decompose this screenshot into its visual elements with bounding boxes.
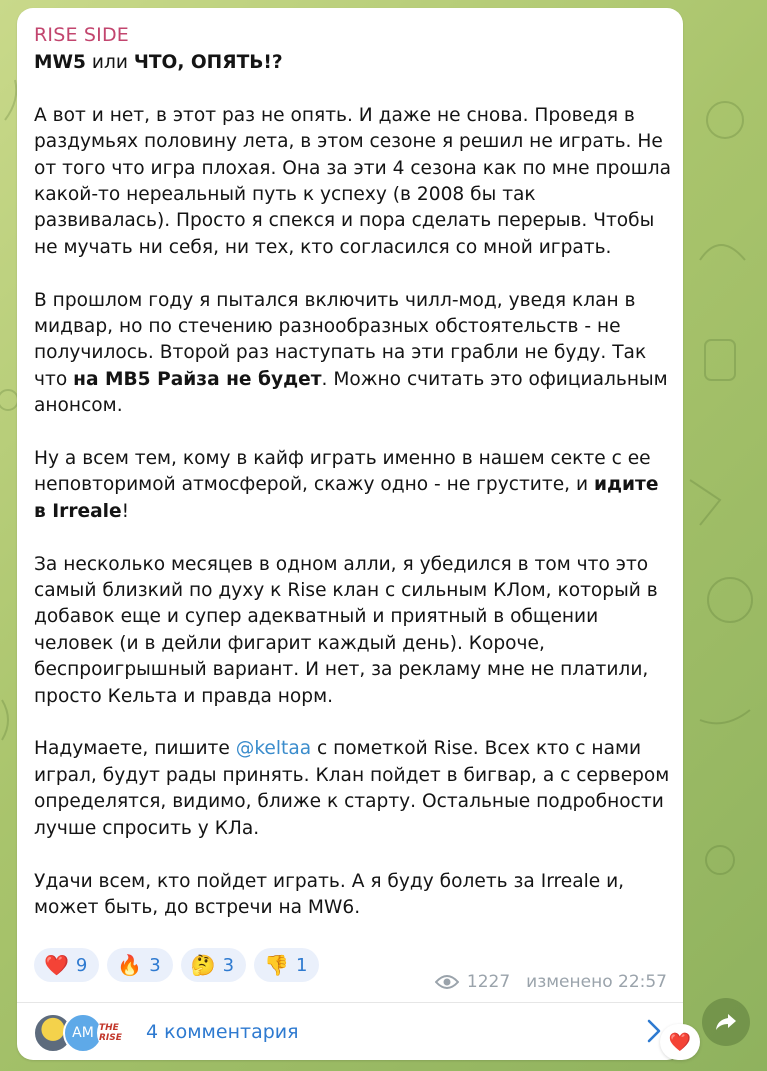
views-count: 1227 — [466, 972, 511, 992]
paragraph-2-text-c: . Можно считать это официальным анонсом. — [34, 368, 668, 417]
reaction-count: 3 — [149, 954, 161, 976]
reaction-heart[interactable] — [34, 948, 99, 982]
paragraph-5 — [34, 736, 674, 842]
comments-label[interactable]: 4 комментария — [146, 1021, 299, 1043]
paragraph-3-text-c: ! — [121, 500, 130, 522]
reactions-bar — [34, 948, 319, 982]
paragraph-3-text-a: Ну а всем тем, кому в кайф играть именно в нашем секте с ее неповторимой атмосферой, скажу одно - не грустите, и — [34, 448, 651, 496]
heart-icon: ❤️ — [44, 953, 69, 977]
reaction-thumbs-down[interactable] — [254, 948, 319, 982]
reaction-fire[interactable] — [107, 948, 172, 982]
thumbs-down-icon: 👎 — [264, 953, 289, 977]
edited-time: изменено 22:57 — [526, 972, 667, 992]
share-button[interactable] — [702, 998, 750, 1046]
paragraph-4: За несколько месяцев в одном алли, я убедился в том что это самый близкий по духу к Rise клан с сильным КЛом, который в добавок еще и супер адекватный и приятный в общении человек (и в дейли фигарит каждый день). Короче, беспроигрышный вариант. И нет, за рекламу мне не платили, просто Кельта и правда норм. — [34, 553, 658, 707]
post-meta — [435, 972, 667, 992]
channel-post-bubble — [17, 8, 683, 1060]
paragraph-2-bold: на МВ5 Райза не будет — [73, 368, 322, 390]
title-part-or: или — [85, 52, 134, 73]
paragraph-3-bold: идите в Irreale — [34, 474, 659, 522]
paragraph-6: Удачи всем, кто пойдет играть. А я буду болеть за Irreale и, может быть, до встречи на MW6. — [34, 870, 625, 918]
reaction-thinking[interactable] — [181, 948, 246, 982]
paragraph-5-text-b: с пометкой Rise. Всех кто с нами играл, будут рады принять. Клан пойдет в бигвар, а с сервером определятся, видимо, ближе к старту. Остальные подробности лучше спросить у КЛа. — [34, 738, 670, 839]
avatar-logo: THE RISE — [97, 1013, 137, 1053]
paragraph-5-text-a: Надумаете, пишите — [34, 738, 236, 760]
heart-icon: ❤️ — [668, 1031, 692, 1053]
title-part-mw5: MW5 — [34, 52, 86, 73]
reaction-count: 3 — [222, 954, 235, 976]
mention-link[interactable]: @keltaa — [235, 738, 312, 760]
reaction-count: 9 — [75, 954, 88, 976]
commenter-avatars — [33, 1013, 143, 1051]
title-part-again: ЧТО, ОПЯТЬ!? — [133, 52, 283, 73]
paragraph-2-text-a: В прошлом году я пытался включить чилл-мод, уведя клан в мидвар, но по стечению разнообразных обстоятельств - не получилось. Второй раз наступать на эти грабли не буду. Так что — [34, 289, 647, 390]
paragraph-1: А вот и нет, в этот раз не опять. И даже не снова. Проведя в раздумьях половину лета, в этом сезоне я решил не играть. Не от того что игра плохая. Она за эти 4 сезона как по мне прошла какой-то нереальный путь к успеху (в 2008 бы так развивалась). Просто я спекся и пора сделать перерыв. Чтобы не мучать ни себя, ни тех, кто согласился со мной играть. — [34, 104, 672, 258]
comments-button[interactable] — [17, 1003, 683, 1060]
reaction-badge[interactable] — [660, 1024, 700, 1060]
post-title — [34, 50, 674, 76]
post-text — [34, 50, 674, 948]
fire-icon: 🔥 — [117, 953, 143, 977]
thinking-face-icon: 🤔 — [190, 953, 216, 977]
chevron-right-icon[interactable] — [647, 1019, 661, 1043]
channel-name[interactable]: RISE SIDE — [34, 24, 130, 46]
avatar: AM — [63, 1013, 103, 1053]
eye-icon — [435, 974, 459, 990]
reaction-count: 1 — [295, 954, 308, 976]
paragraph-3 — [34, 446, 674, 525]
paragraph-2 — [34, 288, 674, 420]
share-arrow-icon — [714, 1012, 738, 1032]
